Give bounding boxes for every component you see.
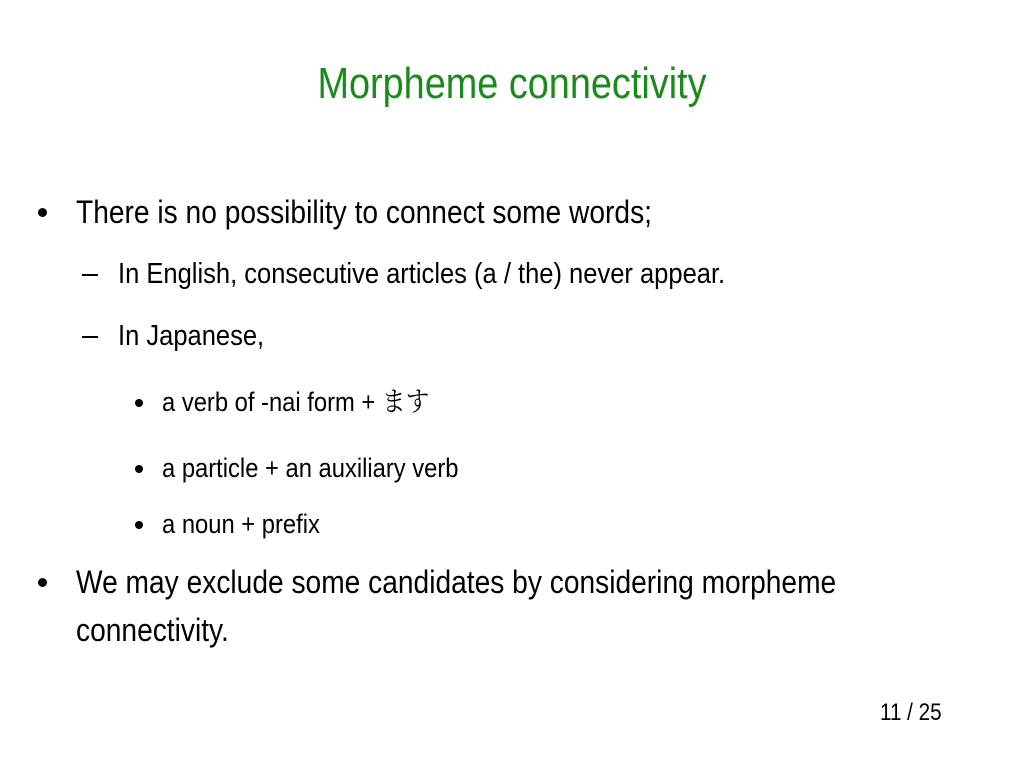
bullet-icon	[135, 465, 143, 473]
bullet-text: connectivity.	[76, 612, 229, 648]
bullet-text: We may exclude some candidates by considering morpheme	[76, 564, 837, 600]
sub-sub-bullet-item	[162, 448, 499, 488]
bullet-text: There is no possibility to connect some words;	[76, 194, 652, 230]
bullet-continuation	[76, 610, 250, 650]
bullet-icon	[135, 521, 143, 529]
sub-sub-bullet-text: a verb of -nai form + ます	[162, 387, 430, 417]
bullet-icon	[38, 208, 47, 217]
bullet-icon	[38, 578, 47, 587]
bullet-icon	[135, 399, 143, 407]
sub-bullet-text: In English, consecutive articles (a / the) never appear.	[118, 258, 726, 290]
bullet-item	[76, 562, 940, 602]
sub-bullet-text: In Japanese,	[118, 320, 265, 352]
dash-icon	[82, 336, 98, 338]
bullet-item	[76, 192, 731, 232]
slide-title: Morpheme connectivity	[317, 59, 707, 108]
sub-sub-bullet-text: a noun + prefix	[162, 509, 320, 539]
page-number: 11 / 25	[880, 699, 942, 726]
dash-icon	[82, 274, 98, 276]
sub-sub-bullet-item	[162, 504, 341, 544]
sub-bullet-item	[118, 254, 808, 294]
sub-bullet-item	[118, 316, 284, 356]
sub-sub-bullet-item	[162, 382, 466, 422]
sub-sub-bullet-text: a particle + an auxiliary verb	[162, 453, 459, 483]
